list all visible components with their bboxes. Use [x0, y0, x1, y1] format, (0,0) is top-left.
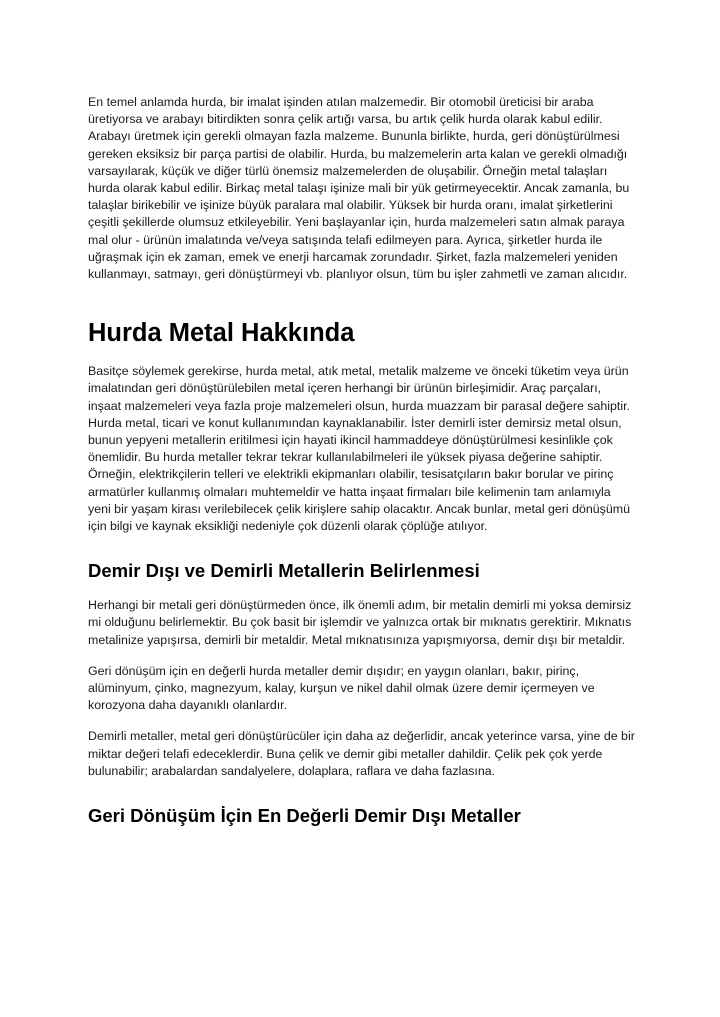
- section-1-paragraph: Basitçe söylemek gerekirse, hurda metal, atık metal, metalik malzeme ve önceki tüketim veya ürün imalatından geri dönüştürülebilen metal içeren herhangi bir ürünün birleşimidir. Araç parçaları, inşaat malzemeleri veya fazla proje malzemeleri olsun, hurda muazzam bir parasal değere sahiptir. Hurda metal, ticari ve konut kullanımından kaynaklanabilir. İster demirli ister demirsiz metal olsun, bunun yepyeni metallerin eritilmesi için hayati ikincil hammaddeye dönüştürülmesi kesinlikle çok önemlidir. Bu hurda metaller tekrar tekrar kullanılabilmeleri ile yüksek piyasa değerine sahiptir. Örneğin, elektrikçilerin telleri ve elektrikli ekipmanları olabilir, tesisatçıların bakır borular ve pirinç armatürler kullanmış olmaları muhtemeldir ve hatta inşaat firmaları bile kelimenin tam anlamıyla yeni bir yaşam kirası verilebilecek çelik kirişlere sahip olacaktır. Ancak bunlar, metal geri dönüşümü için bilgi ve kaynak eksikliği nedeniyle çok düzenli olarak çöplüğe atılıyor.: [88, 364, 630, 534]
- section-2-paragraph-1: Herhangi bir metali geri dönüştürmeden önce, ilk önemli adım, bir metalin demirli mi yoksa demirsiz mi olduğunu belirlemektir. Bu çok basit bir işlemdir ve yalnızca ortak bir mıknatıs gerektirir. Mıknatıs metalinize yapışırsa, demirli bir metaldir. Metal mıknatısınıza yapışmıyorsa, demir dışı bir metaldir.: [88, 598, 632, 647]
- heading-demir-disi-ve-demirli: Demir Dışı ve Demirli Metallerin Belirlenmesi: [88, 560, 480, 582]
- heading-hurda-metal-hakkinda: Hurda Metal Hakkında: [88, 319, 355, 348]
- section-2-paragraph-3: Demirli metaller, metal geri dönüştürücüler için daha az değerlidir, ancak yeterince varsa, yine de bir miktar değeri telafi edeceklerdir. Buna çelik ve demir gibi metaller dahildir. Çelik pek çok yerde bulunabilir; arabalardan sandalyelere, dolaplara, raflara ve daha fazlasına.: [88, 729, 635, 778]
- section-2-paragraph-2: Geri dönüşüm için en değerli hurda metaller demir dışıdır; en yaygın olanları, bakır, pirinç, alüminyum, çinko, magnezyum, kalay, kurşun ve nikel dahil olmak üzere demir içermeyen ve korozyona daha dayanıklı olanlardır.: [88, 663, 595, 713]
- document-page: [88, 94, 636, 842]
- heading-en-degerli-demir-disi: Geri Dönüşüm İçin En Değerli Demir Dışı Metaller: [88, 805, 521, 827]
- intro-paragraph: En temel anlamda hurda, bir imalat işinden atılan malzemedir. Bir otomobil üreticisi bir araba üretiyorsa ve arabayı bitirdikten sonra çelik artığı varsa, bu artık çelik hurda olarak kabul edilir. Arabayı üretmek için gerekli olmayan fazla malzeme. Bununla birlikte, hurda, geri dönüştürülmesi gereken eksiksiz bir parça partisi de olabilir. Hurda, bu malzemelerin arta kalan ve gerekli olmadığı varsayılarak, küçük ve diğer türlü önemsiz malzemelerden de oluşabilir. Örneğin metal talaşları hurda olarak kabul edilir. Birkaç metal talaşı işinize mali bir yük getirmeyecektir. Ancak zamanla, bu talaşlar birikebilir ve işinize büyük paralara mal olabilir. Yüksek bir hurda oranı, imalat şirketlerini çeşitli şekillerde olumsuz etkileyebilir. Yeni başlayanlar için, hurda malzemeleri satın almak paraya mal olur - ürünün imalatında ve/veya satışında telafi edilmeyen para. Ayrıca, şirketler hurda ile uğraşmak için ek zaman, emek ve enerji harcamak zorundadır. Şirket, fazla malzemeleri yeniden kullanmayı, satmayı, geri dönüştürmeyi vb. planlıyor olsun, tüm bu işler zahmetli ve zaman alıcıdır.: [88, 95, 630, 282]
